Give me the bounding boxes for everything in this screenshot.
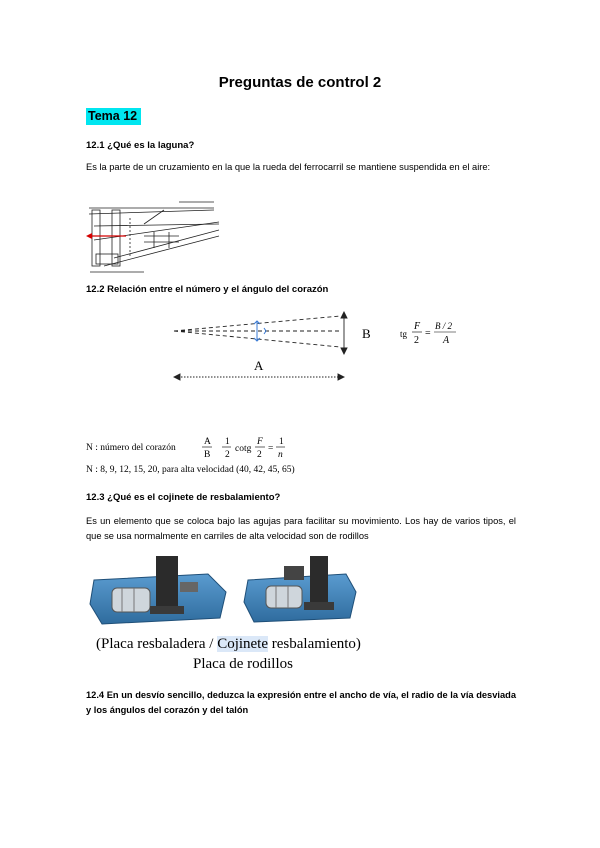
question-number: 12.1 xyxy=(86,140,105,151)
frog-angle-diagram xyxy=(168,310,458,395)
roller-plate-2 xyxy=(244,556,356,622)
svg-text:2: 2 xyxy=(225,450,230,460)
svg-text:B / 2: B / 2 xyxy=(435,321,452,331)
question-title: Relación entre el número y el ángulo del corazón xyxy=(107,284,329,295)
question-12-4 xyxy=(86,688,516,718)
section-heading: Tema 12 xyxy=(86,108,141,125)
n-definition: N : número del corazón xyxy=(86,443,176,453)
svg-text:F: F xyxy=(257,437,263,447)
svg-text:F: F xyxy=(414,321,421,332)
answer-12-1: Es la parte de un cruzamiento en la que la rueda del ferrocarril se mantiene suspendida en el aire: xyxy=(86,162,491,172)
roller-plates-image xyxy=(88,552,358,632)
svg-text:A: A xyxy=(443,335,450,346)
frog-gap-figure xyxy=(84,196,224,276)
roller-plate-1 xyxy=(90,556,226,624)
highlighted-word: Cojinete xyxy=(217,636,269,652)
page-title: Preguntas de control 2 xyxy=(218,74,382,91)
svg-text:tg: tg xyxy=(400,329,408,339)
question-number: 12.2 xyxy=(86,284,105,295)
question-text: En un desvío sencillo, deduzca la expresión entre el ancho de vía, el radio de la vía desviada y los ángulos del corazón y del talón xyxy=(86,690,516,715)
label-a: A xyxy=(254,358,264,373)
svg-text:A: A xyxy=(204,437,211,447)
image-caption: (Placa resbaladera / Cojinete resbalamiento) xyxy=(96,636,361,652)
svg-text:1: 1 xyxy=(279,437,284,447)
tangent-formula xyxy=(400,321,456,346)
question-title: ¿Qué es la laguna? xyxy=(107,140,195,151)
question-number: 12.4 xyxy=(86,690,105,700)
question-12-3 xyxy=(86,492,280,503)
question-12-1 xyxy=(86,140,194,151)
image-caption-2: Placa de rodillos xyxy=(193,656,293,672)
n-values: N : 8, 9, 12, 15, 20, para alta velocidad (40, 42, 45, 65) xyxy=(86,465,295,475)
label-b: B xyxy=(362,326,371,341)
svg-text:=: = xyxy=(268,444,274,454)
svg-text:2: 2 xyxy=(257,450,262,460)
svg-text:B: B xyxy=(204,450,211,460)
question-12-2 xyxy=(86,284,328,295)
heart-number-formula xyxy=(86,434,346,476)
question-title: ¿Qué es el cojinete de resbalamiento? xyxy=(107,492,281,503)
svg-text:n: n xyxy=(278,450,283,460)
svg-text:cotg: cotg xyxy=(235,444,252,454)
answer-12-3: Es un elemento que se coloca bajo las agujas para facilitar su movimiento. Los hay de varios tipos, el que se usa normalmente en carriles de alta velocidad son de rodillos xyxy=(86,516,516,541)
svg-text:1: 1 xyxy=(225,437,230,447)
svg-text:=: = xyxy=(425,328,431,339)
svg-text:2: 2 xyxy=(414,335,419,346)
question-number: 12.3 xyxy=(86,492,105,503)
